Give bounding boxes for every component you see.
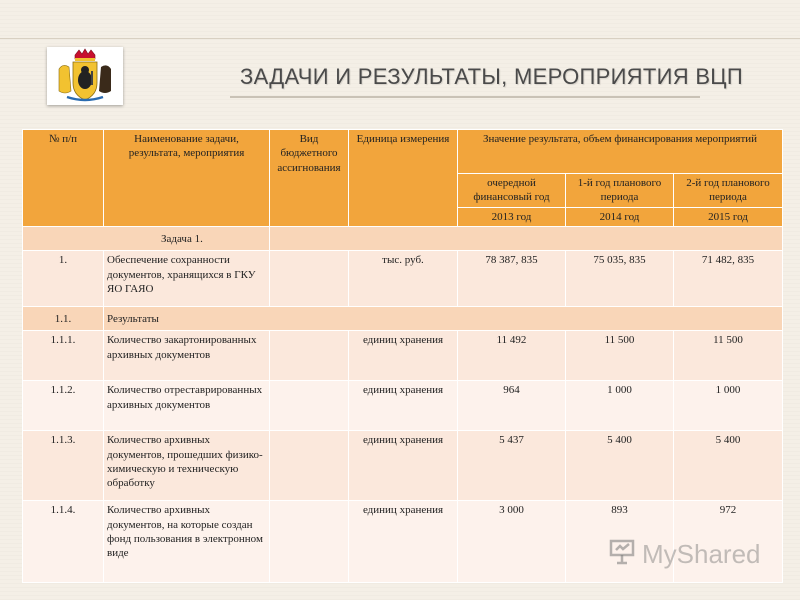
header-year-current: очередной финансовый год bbox=[458, 174, 566, 208]
row-v2013: 78 387, 835 bbox=[458, 251, 566, 307]
row-num: 1.1.3. bbox=[23, 431, 104, 501]
row-kind bbox=[270, 331, 349, 381]
row-v2015: 5 400 bbox=[674, 431, 783, 501]
row-v2013: 3 000 bbox=[458, 501, 566, 583]
vcp-table bbox=[22, 129, 783, 583]
row-unit: тыс. руб. bbox=[349, 251, 458, 307]
header-unit: Единица измерения bbox=[349, 130, 458, 227]
row-v2015: 71 482, 835 bbox=[674, 251, 783, 307]
row-kind bbox=[270, 431, 349, 501]
results-num: 1.1. bbox=[23, 307, 104, 331]
page-title: ЗАДАЧИ И РЕЗУЛЬТАТЫ, МЕРОПРИЯТИЯ ВЦП bbox=[240, 64, 743, 89]
row-v2015: 1 000 bbox=[674, 381, 783, 431]
header-value-group: Значение результата, объем финансирования мероприятий bbox=[458, 130, 783, 174]
task-title: Задача 1. bbox=[23, 227, 270, 251]
header-name: Наименование задачи, результата, мероприятия bbox=[104, 130, 270, 227]
coat-of-arms-icon bbox=[47, 47, 123, 105]
header-year-plan2: 2-й год планового периода bbox=[674, 174, 783, 208]
row-v2013: 5 437 bbox=[458, 431, 566, 501]
header-kind: Вид бюджетного ассигнования bbox=[270, 130, 349, 227]
row-name: Количество закартонированных архивных документов bbox=[104, 331, 270, 381]
row-unit: единиц хранения bbox=[349, 381, 458, 431]
table-row bbox=[23, 381, 783, 431]
measure-row bbox=[23, 251, 783, 307]
table-row bbox=[23, 331, 783, 381]
row-v2013: 11 492 bbox=[458, 331, 566, 381]
row-v2015: 972 bbox=[674, 501, 783, 583]
header-num: № п/п bbox=[23, 130, 104, 227]
top-divider bbox=[0, 38, 800, 39]
header-2013: 2013 год bbox=[458, 208, 566, 227]
results-row bbox=[23, 307, 783, 331]
row-v2014: 893 bbox=[566, 501, 674, 583]
title-underline bbox=[230, 96, 700, 98]
row-kind bbox=[270, 501, 349, 583]
row-name: Количество архивных документов, на которые создан фонд пользования в электронном виде bbox=[104, 501, 270, 583]
row-name: Количество отреставрированных архивных документов bbox=[104, 381, 270, 431]
row-num: 1.1.1. bbox=[23, 331, 104, 381]
row-name: Количество архивных документов, прошедших физико-химическую и техническую обработку bbox=[104, 431, 270, 501]
row-v2013: 964 bbox=[458, 381, 566, 431]
task-row bbox=[23, 227, 783, 251]
row-unit: единиц хранения bbox=[349, 431, 458, 501]
row-v2014: 1 000 bbox=[566, 381, 674, 431]
row-kind bbox=[270, 381, 349, 431]
row-num: 1. bbox=[23, 251, 104, 307]
header-2015: 2015 год bbox=[674, 208, 783, 227]
table-row bbox=[23, 431, 783, 501]
row-v2014: 5 400 bbox=[566, 431, 674, 501]
row-unit: единиц хранения bbox=[349, 331, 458, 381]
row-unit: единиц хранения bbox=[349, 501, 458, 583]
presentation-icon bbox=[608, 536, 638, 573]
row-num: 1.1.4. bbox=[23, 501, 104, 583]
row-v2014: 11 500 bbox=[566, 331, 674, 381]
row-v2015: 11 500 bbox=[674, 331, 783, 381]
watermark bbox=[608, 536, 761, 573]
row-kind bbox=[270, 251, 349, 307]
results-label: Результаты bbox=[104, 307, 783, 331]
header-year-plan1: 1-й год планового периода bbox=[566, 174, 674, 208]
row-num: 1.1.2. bbox=[23, 381, 104, 431]
row-name: Обеспечение сохранности документов, хранящихся в ГКУ ЯО ГАЯО bbox=[104, 251, 270, 307]
header-2014: 2014 год bbox=[566, 208, 674, 227]
row-v2014: 75 035, 835 bbox=[566, 251, 674, 307]
watermark-text: MyShared bbox=[642, 539, 761, 569]
